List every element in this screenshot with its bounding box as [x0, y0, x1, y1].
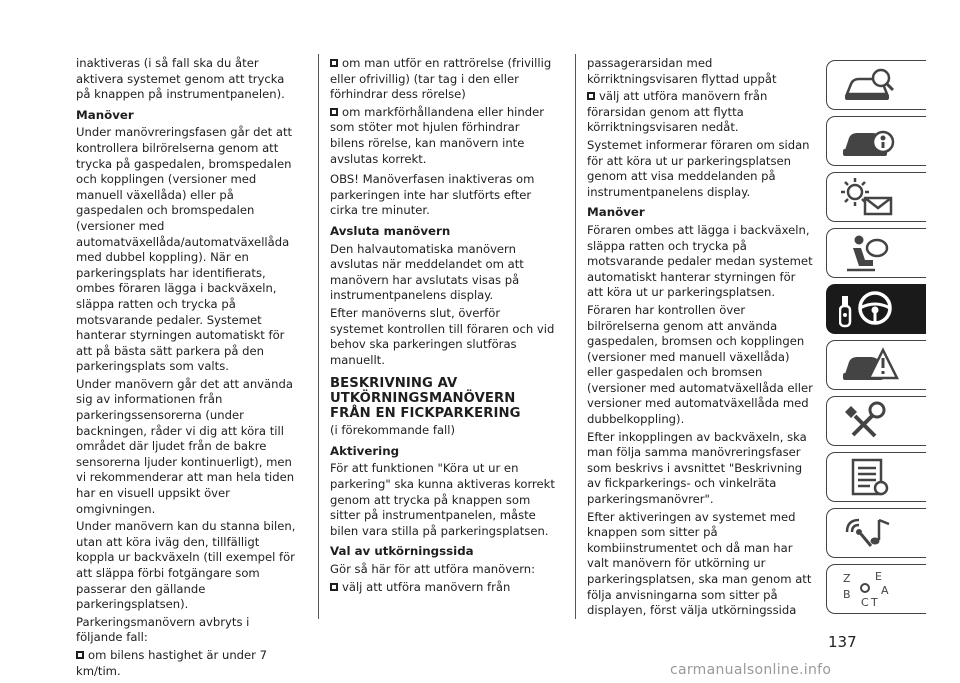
bullet-item: om markförhållandena eller hinder som stöter mot hjulen förhindrar bilens rörelse, kan manövern inte avslutas korrekt. [330, 104, 545, 166]
bullet-item: välj att utföra manövern från förarsidan genom att flytta körriktningsvisaren nedåt. [587, 89, 768, 135]
chapter-tabs [826, 60, 926, 620]
bullet-item: välj att utföra manövern från [330, 580, 556, 596]
bullet-icon [330, 108, 338, 116]
key-steering-wheel-icon [839, 288, 899, 330]
subheading-manover: Manöver [587, 205, 645, 220]
paragraph: Under manövern kan du stanna bilen, utan att köra iväg den, tillfälligt koppla ur backväxeln (till exempel för att släppa förbi fotgängare som passerar den gällande parkeringsplatsen). [76, 519, 296, 612]
paragraph: Efter inkopplingen av backväxeln, ska man följa samma manövreringsfaser som beskrivs i avsnittet "Beskrivning av fickparkerings- och vinkelräta parkeringsmanövrer". [587, 429, 807, 507]
paragraph: OBS! Manöverfasen inaktiveras om parkeringen inte har slutförts efter cirka tre minuter. [330, 172, 535, 218]
car-breakdown-icon [839, 344, 899, 386]
paragraph: Den halvautomatiska manövern avslutas när meddelandet om att manövern har avslutats visas på instrumentpanelens display. [330, 241, 524, 303]
bullet-item: om man utför en rattrörelse (frivillig eller ofrivillig) (tar tag i den eller förhindrar dess rörelse) [330, 56, 552, 102]
alphabetical-index-icon [839, 568, 899, 610]
subheading-avsluta: Avsluta manövern [330, 223, 451, 238]
section-heading: BESKRIVNING AV UTKÖRNINGSMANÖVERN FRÅN EN FICKPARKERING [330, 376, 521, 422]
watermark: carmanualsonline.info [670, 662, 832, 678]
paragraph: För att funktionen "Köra ut ur en parkering" ska kunna aktiveras korrekt genom att trycka på knappen som sitter på instrumentpanelen, måste bilen vara stilla på parkeringsplatsen. [330, 461, 555, 538]
car-dashboard-icon [839, 64, 899, 106]
multimedia-icon [839, 512, 899, 554]
paragraph: Systemet informerar föraren om sidan för att köra ut ur parkeringsplatsen genom att visa meddelanden på instrumentpanelens display. [587, 137, 810, 199]
text-column-3 [587, 56, 814, 621]
maintenance-tools-icon [839, 400, 899, 442]
subheading-manover: Manöver [76, 107, 134, 122]
bullet-icon [330, 59, 338, 67]
text-column-2 [330, 56, 556, 597]
paragraph: Gör så här för att utföra manövern: [330, 562, 536, 577]
tab-safety[interactable] [826, 116, 926, 166]
page-number: 137 [828, 633, 857, 651]
tab-multimedia[interactable] [826, 508, 926, 558]
bullet-icon [76, 651, 84, 659]
warning-light-message-icon [839, 176, 899, 218]
bullet-icon [330, 583, 338, 591]
tab-airbag[interactable] [826, 228, 926, 278]
tab-dashboard[interactable] [826, 60, 926, 110]
airbag-seat-icon [839, 232, 899, 274]
tab-index[interactable] [826, 564, 926, 614]
paragraph: passagerarsidan med körriktningsvisaren flyttad uppåt [587, 56, 777, 86]
tab-emergency[interactable] [826, 340, 926, 390]
paragraph: (i förekommande fall) [330, 423, 456, 438]
bullet-icon [587, 92, 595, 100]
svg-text:E: E [875, 570, 882, 583]
bullet-item: om bilens hastighet är under 7 km/tim. [76, 647, 267, 678]
tab-warning-lights[interactable] [826, 172, 926, 222]
column-divider [575, 54, 576, 619]
paragraph: Efter manöverns slut, överför systemet kontrollen till föraren och vid behov ska parkeringen slutföras manuellt. [330, 305, 555, 367]
column-divider [318, 54, 319, 619]
paragraph: Parkeringsmanövern avbryts i följande fall: [76, 614, 250, 645]
svg-text:C: C [861, 596, 869, 609]
technical-data-icon [839, 456, 899, 498]
svg-text:A: A [881, 584, 889, 597]
paragraph: Föraren har kontrollen över bilrörelserna genom att använda gaspedalen, bromsen och kopplingen (versioner med manuell växellåda) eller gaspedalen och bromsen (versioner med automatväxellåda eller versioner med automatväxellåda med dubbelkoppling). [587, 302, 813, 427]
car-safety-icon [839, 120, 899, 162]
paragraph: Under manövreringsfasen går det att kontrollera bilrörelserna genom att trycka på gaspedalen, bromspedalen och kopplingen (versioner med manuell växellåda) eller på gaspedalen och bromspedalen (versioner med automatväxellåda/automatväxellåda med dubbel koppling). När en parkeringsplats har identifierats, ombes föraren lägga i backväxeln, släppa ratten och trycka på motsvarande pedaler. Systemet hanterar styrningen automatiskt för att på bästa sätt parkera på den parkeringsplats som valts. [76, 125, 293, 374]
tab-starting-driving[interactable] [826, 284, 926, 334]
svg-text:Z: Z [843, 572, 851, 585]
paragraph: Efter aktiveringen av systemet med knappen som sitter på kombiinstrumentet och då man har valt manövern för utkörning ur parkeringsplatsen, ska man genom att följa anvisningarna som sitter på displayen, först välja utkörningssida [587, 509, 812, 618]
paragraph: inaktiveras (i så fall ska du åter aktivera systemet genom att trycka på knappen på instrumentpanelen). [76, 56, 285, 102]
subheading-val: Val av utkörningssida [330, 544, 474, 559]
paragraph: Föraren ombes att lägga i backväxeln, släppa ratten och trycka på motsvarande pedaler medan systemet automatiskt hanterar styrningen för att köra ut ur parkeringsplatsen. [587, 222, 813, 300]
svg-text:B: B [843, 588, 851, 601]
svg-text:T: T [871, 596, 878, 609]
tab-technical-data[interactable] [826, 452, 926, 502]
tab-maintenance[interactable] [826, 396, 926, 446]
subheading-aktivering: Aktivering [330, 443, 400, 458]
text-column-1 [76, 56, 298, 681]
paragraph: Under manövern går det att använda sig av informationen från parkeringssensorerna (under backningen, råder vi dig att köra till området där ljudet från de bakre sensorerna ljuder kontinuerligt), men vi rekommenderar att man hela tiden har en visuell uppsikt över omgivningen. [76, 376, 295, 516]
